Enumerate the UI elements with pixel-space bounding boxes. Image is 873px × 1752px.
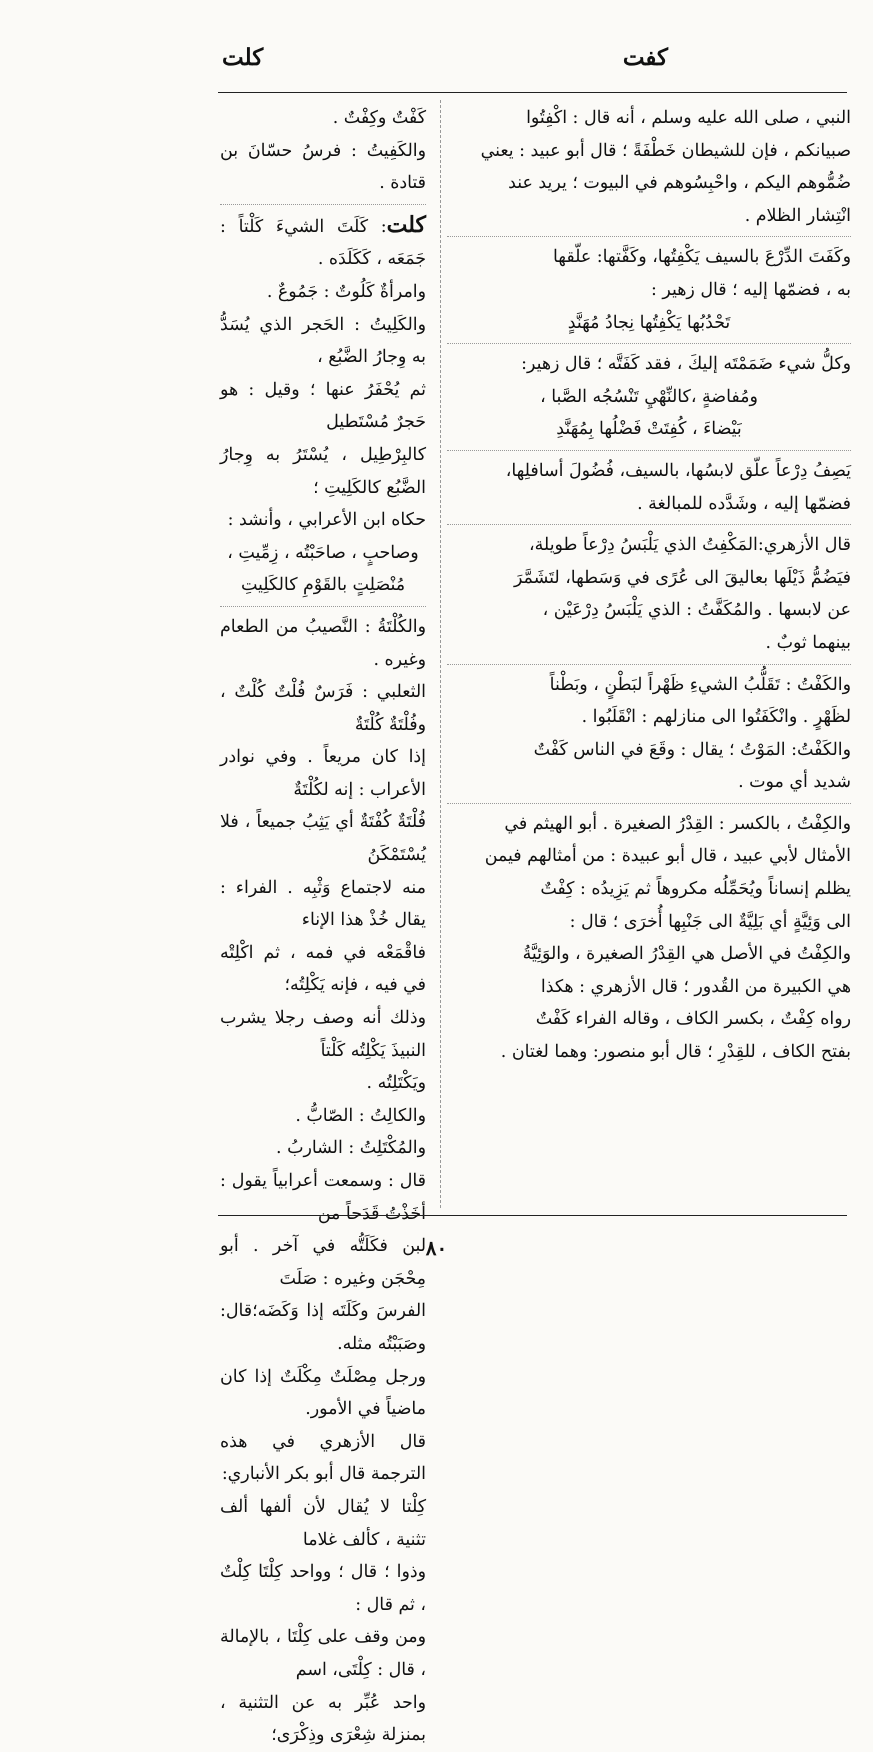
right-column (447, 102, 851, 1069)
text-line: وامرأةٌ كَلُوتٌ : جَمُوعٌ . (266, 281, 426, 302)
text-line: قال : وسمعت أعرابياً يقول : أخَذْتُ قَدَحاً من (220, 1171, 426, 1224)
text-line: والكِفْتُ في الأصل هي القِدْرُ الصغيرة ، والوَئِيَّةُ (522, 944, 851, 965)
text-line: كَفْتٌ وكِفْتٌ . (332, 108, 426, 128)
dotted-separator (447, 803, 851, 804)
text-line: والكَفْتُ: المَوْتُ ؛ يقال : وقَعَ في الناس كَفْتٌ (533, 739, 851, 760)
text-line: يَصِفُ دِرْعاً علّق لابسُها، بالسيف، فُضُولَ أسافلِها، (505, 460, 851, 481)
text-line: الفرسَ وكَلَتَه إذا وَكَضَه؛قال: وصَبَبْتُه مثله. (220, 1301, 426, 1354)
verse-line: مُنْصَلِتٍ بالقَوْمِ كالكَلِيتِ (240, 575, 406, 596)
text-line: والكَلِيتُ : الحَجر الذي يُسَدُّ به وِجارُ الضَّبُع ، (220, 314, 426, 368)
text-line: رواه كِفْتٌ ، بكسر الكاف ، وقاله الفراء كَفْتٌ (535, 1009, 851, 1030)
text-line: قال الأزهري في هذه الترجمة قال أبو بكر الأنباري: (220, 1431, 426, 1485)
text-line: فيَضُمُّ ذَيْلَها بعاليقَ الى عُرًى في وَسَطها، لتَشَمَّرَ (513, 567, 851, 588)
text-line: فُلْتَةٌ كُفْتَةٌ أي يَثِبُ جميعاً ، فلا يُسْتَمْكَنُ (220, 812, 426, 866)
column-divider (440, 100, 441, 1208)
dotted-separator (220, 204, 426, 205)
text-line: لظَهْرٍ . وانْكَفَتُوا الى منازلهم : انْقَلَبُوا . (581, 707, 851, 728)
text-line: بفتح الكاف ، للقِدْرِ ؛ قال أبو منصور: وهما لغتان . (500, 1042, 851, 1063)
dotted-separator (220, 606, 426, 607)
text-line: قال الأزهري:المَكْفِتُ الذي يَلْبَسُ دِرْعاً طويلة، (529, 535, 851, 556)
verse-line: بَيْضاءَ ، كُفِتَتْ فَضْلُها بِمُهَنَّدِ (556, 419, 742, 440)
text-line: يظلم إنساناً ويُحَمِّلُه مكروهاً ثم يَزِيدُه : كِفْتٌ (540, 879, 851, 900)
text-line: الثعلبي : فَرَسٌ فُلْتٌ كُلْتٌ ، وفُلْتَةٌ كُلْتَةٌ (220, 682, 426, 735)
entry-definition: : كَلَتَ الشيءَ كَلْتاً : جَمَعَه ، كَكَلَدَه . (220, 216, 426, 270)
text-line: صبيانكم ، فإن للشيطان خَطْفَةً ؛ قال أبو عبيد : يعني (480, 140, 851, 161)
text-line: ومن وقف على كِلْتَا ، بالإمالة ، قال : كِلْتَى، اسم (220, 1627, 426, 1680)
text-line: والمُكْتَلِتُ : الشاربُ . (276, 1138, 426, 1159)
header-rule (218, 92, 847, 93)
text-line: لبن فكَلَتُّه في آخر . أبو مِحْجَن وغيره : صَلَتَ (220, 1236, 426, 1289)
text-line: وكَفَتَ الدِّرْعَ بالسيف يَكْفِتُها، وكَفَّتها: علّقها (553, 247, 851, 268)
text-line: والكِفْتُ ، بالكسر : القِدْرُ الصغيرة . أبو الهيثم في (504, 813, 851, 834)
dotted-separator (447, 664, 851, 665)
text-line: به ، فضمّها إليه ؛ قال زهير : (651, 279, 851, 300)
text-line: فاقْمَعْه في فمه ، ثم اكْلِتْه في فيه ، فإنه يَكْلِتُه؛ (220, 942, 426, 996)
dotted-separator (447, 343, 851, 344)
text-line: والكَفْتُ : تَقَلُّبُ الشيءِ ظَهْراً لبَطْنٍ ، وبَطْناً (549, 674, 851, 695)
page-number: ٨٠ (425, 1236, 448, 1260)
text-line: شديد أي موت . (738, 772, 851, 793)
text-line: واحد عُبِّر به عن التثنية ، بمنزلة شِعْرَى وذِكْرَى؛ (220, 1692, 426, 1746)
dotted-separator (447, 236, 851, 237)
text-line: ورجل مِصْلَتٌ مِكْلَتٌ إذا كان ماضياً في الأمور. (220, 1366, 426, 1420)
text-line: وذلك أنه وصف رجلا يشرب النبيذَ يَكْلِتُه كَلْتاً (220, 1008, 426, 1061)
text-line: ضُمُّوهم اليكم ، واحْبِسُوهم في البيوت ؛ يريد عند (508, 173, 851, 194)
text-line: وذوا ؛ قال ؛ وواحد كِلْتَا كِلْتٌ ، ثم قال : (220, 1562, 426, 1615)
dotted-separator (447, 450, 851, 451)
text-line: انْتِشار الظلام . (744, 205, 851, 226)
text-line: فضمّها إليه ، وشَدَّده للمبالغة . (637, 493, 851, 514)
text-line: كِلْتا لا يُقال لأن ألفها ألف تثنية ، كألف غلاما (220, 1496, 426, 1550)
text-line: إذا كان مريعاً . وفي نوادر الأعراب : إنه لكُلْتَةٌ (220, 747, 426, 800)
text-line: والكُلْتَةُ : النَّصيبُ من الطعام وغيره . (220, 616, 426, 670)
text-line: ويَكْتَلِتُه . (366, 1073, 426, 1094)
text-line: هي الكبيرة من القُدور ؛ قال الأزهري : هكذا (540, 976, 851, 997)
text-line: والكَفِيتُ : فرسُ حسّانَ بن قتادة . (220, 140, 426, 194)
verse-line: تَحْدُبُها يَكْفِتُها نِجادُ مُهَنَّدٍ (567, 312, 731, 333)
footer-rule (218, 1215, 847, 1216)
text-line: منه لاجتماع وَثْبِه . الفراء : يقال خُذْ هذا الإناء (220, 877, 426, 931)
left-column (220, 102, 426, 1752)
text-line: ثم يُحْفَرُ عنها ؛ وقيل : هو حَجرٌ مُسْتَطيل (220, 379, 426, 433)
verse-line: ومُفاضةٍ ،كالنِّهْيِ تَنْسُجُه الصَّبا ، (540, 386, 758, 407)
entry-headword: كلت (386, 211, 426, 238)
text-line: وكلُّ شيء ضَمَمْتَه إليكَ ، فقد كَفَتَّه ؛ قال زهير: (521, 354, 851, 375)
left-header: كلت (222, 44, 264, 71)
text-line: النبي ، صلى الله عليه وسلم ، أنه قال : اكْفِتُوا (526, 108, 851, 128)
text-line: والكالِتُ : الصّابُّ . (295, 1105, 426, 1126)
text-line: الى وَئِيَّةٍ أي بَلِيَّةٌ الى جَنْبِها أُخرَى ؛ قال : (569, 911, 851, 932)
right-header: كفت (622, 44, 668, 71)
dotted-separator (447, 524, 851, 525)
text-line: الأمثال لأبي عبيد ، قال أبو عبيدة : من أمثالهم فيمن (484, 846, 851, 867)
text-line: عن لابسها . والمُكَفَّتُ : الذي يَلْبَسُ دِرْعَيْن ، (542, 600, 851, 621)
text-line: حكاه ابن الأعرابي ، وأنشد : (227, 510, 426, 531)
text-line: بينهما ثوبٌ . (765, 632, 851, 653)
verse-line: وصاحبٍ ، صاحَبْتُه ، زِمِّيتِ ، (227, 542, 419, 563)
text-line: كالبِرْطِيل ، يُسْتَرُ به وِجارُ الضَّبُع كالكَلِيتِ ؛ (220, 444, 426, 498)
entry-line (220, 209, 426, 276)
